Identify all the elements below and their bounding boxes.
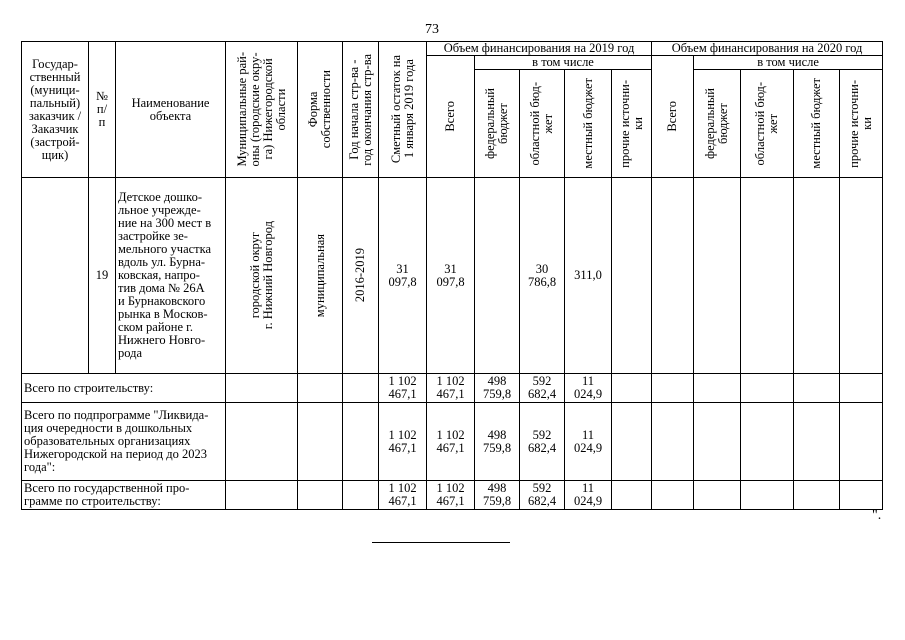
- total-2019: 1 102 467,1: [427, 403, 475, 481]
- cell-regional-2019: 30 786,8: [520, 178, 565, 374]
- header-other-2019: прочие источни- ки: [612, 70, 652, 178]
- cell-federal-2019: [475, 178, 520, 374]
- cell-ownership: муниципальная: [298, 178, 343, 374]
- header-other-2020: прочие источни- ки: [840, 70, 883, 178]
- total-regional-2019: 592 682,4: [520, 374, 565, 403]
- total-balance: 1 102 467,1: [379, 403, 427, 481]
- object-financing-table: [21, 41, 883, 510]
- cell-total-2019: 31 097,8: [427, 178, 475, 374]
- header-total-2019: Всего: [427, 56, 475, 178]
- header-funding-2019: Объем финансирования на 2019 год: [427, 42, 652, 56]
- cell-local-2020: [794, 178, 840, 374]
- header-number: № п/ п: [89, 42, 116, 178]
- page-number: 73: [425, 22, 439, 37]
- cell-other-2020: [840, 178, 883, 374]
- total-2019: 1 102 467,1: [427, 374, 475, 403]
- header-total-2020: Всего: [652, 56, 694, 178]
- separator-line: [372, 542, 510, 543]
- total-label: Всего по строительству:: [22, 374, 226, 403]
- header-regional-2019: областной бюд- жет: [520, 70, 565, 178]
- cell-row-number: 19: [89, 178, 116, 374]
- total-federal-2019: 498 759,8: [475, 403, 520, 481]
- header-including-2019: в том числе: [475, 56, 652, 70]
- header-federal-2019: федеральный бюджет: [475, 70, 520, 178]
- total-federal-2019: 498 759,8: [475, 481, 520, 510]
- total-label: Всего по государственной про- грамме по строительству:: [22, 481, 226, 510]
- header-local-2019: местный бюджет: [565, 70, 612, 178]
- total-row-subprogram: [22, 403, 883, 481]
- header-years: Год начала стр-ва - год окончания стр-ва: [343, 42, 379, 178]
- header-object-name: Наименование объекта: [116, 42, 226, 178]
- header-local-2020: местный бюджет: [794, 70, 840, 178]
- total-local-2019: 11 024,9: [565, 374, 612, 403]
- header-including-2020: в том числе: [694, 56, 883, 70]
- header-districts: Муниципальные рай- оны (городские окру- га) Нижегородской области: [226, 42, 298, 178]
- header-ownership: Форма собственности: [298, 42, 343, 178]
- cell-customer: [22, 178, 89, 374]
- total-federal-2019: 498 759,8: [475, 374, 520, 403]
- total-regional-2019: 592 682,4: [520, 403, 565, 481]
- cell-regional-2020: [741, 178, 794, 374]
- cell-federal-2020: [694, 178, 741, 374]
- total-balance: 1 102 467,1: [379, 374, 427, 403]
- total-local-2019: 11 024,9: [565, 403, 612, 481]
- total-balance: 1 102 467,1: [379, 481, 427, 510]
- cell-years: 2016-2019: [343, 178, 379, 374]
- total-row-program: [22, 481, 883, 510]
- closing-quote: ".: [872, 508, 882, 523]
- total-regional-2019: 592 682,4: [520, 481, 565, 510]
- total-row-construction: [22, 374, 883, 403]
- total-local-2019: 11 024,9: [565, 481, 612, 510]
- header-federal-2020: федеральный бюджет: [694, 70, 741, 178]
- total-2019: 1 102 467,1: [427, 481, 475, 510]
- cell-local-2019: 311,0: [565, 178, 612, 374]
- table-row: [22, 178, 883, 374]
- cell-other-2019: [612, 178, 652, 374]
- header-regional-2020: областной бюд- жет: [741, 70, 794, 178]
- cell-total-2020: [652, 178, 694, 374]
- cell-balance: 31 097,8: [379, 178, 427, 374]
- header-balance: Сметный остаток на 1 января 2019 года: [379, 42, 427, 178]
- cell-object-name: Детское дошко- льное учрежде- ние на 300 мест в застройке зе- мельного участка вдоль ул. Бурна- ковская, напро- тив дома № 26А и Бурнаковского рынка в Москов- ском районе г. Нижнего Новго- рода: [116, 178, 226, 374]
- cell-district: городской округ г. Нижний Новгород: [226, 178, 298, 374]
- header-funding-2020: Объем финансирования на 2020 год: [652, 42, 883, 56]
- total-label: Всего по подпрограмме "Ликвида- ция очередности в дошкольных образовательных организациях Нижегородской на период до 2023 года":: [22, 403, 226, 481]
- header-customer: Государ- ственный (муници- пальный) заказчик / Заказчик (застрой- щик): [22, 42, 89, 178]
